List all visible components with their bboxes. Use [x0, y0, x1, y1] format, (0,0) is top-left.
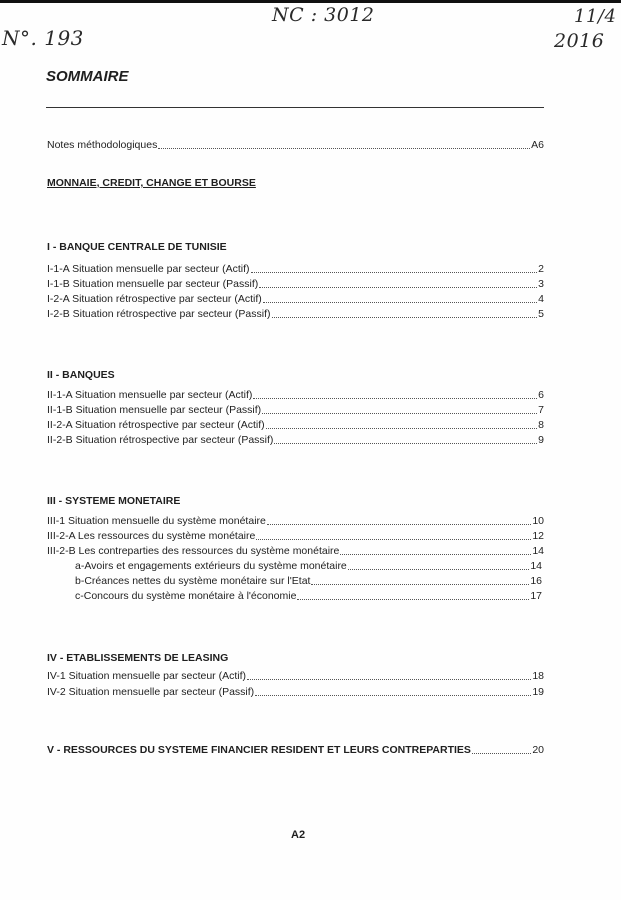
leader-dots	[251, 272, 538, 273]
scan-edge-line	[0, 0, 621, 3]
leader-dots	[472, 753, 531, 754]
leader-dots	[266, 428, 537, 429]
leader-dots	[272, 317, 538, 318]
toc-subentry[interactable]	[75, 560, 542, 572]
leader-dots	[253, 398, 537, 399]
toc-entry-label: a-Avoirs et engagements extérieurs du système monétaire	[75, 560, 347, 572]
toc-entry[interactable]	[47, 263, 544, 275]
page-number: A2	[291, 829, 306, 841]
leader-dots	[311, 584, 529, 585]
leader-dots	[262, 413, 537, 414]
section-heading: IV - ETABLISSEMENTS DE LEASING	[47, 652, 229, 664]
leader-dots	[274, 443, 537, 444]
toc-entry-page: 4	[538, 293, 544, 305]
toc-entry-page: 12	[532, 530, 544, 542]
toc-entry[interactable]	[47, 419, 544, 431]
toc-entry-label: II-2-A Situation rétrospective par secteur (Actif)	[47, 419, 265, 431]
handwritten-month: 11/4	[574, 6, 617, 27]
handwritten-reference: NC : 3012	[272, 4, 375, 26]
toc-entry-page: 2	[538, 263, 544, 275]
leader-dots	[158, 148, 530, 149]
toc-entry[interactable]	[47, 278, 544, 290]
toc-entry-label: II-2-B Situation rétrospective par secteur (Passif)	[47, 434, 274, 446]
toc-subentry[interactable]	[75, 575, 542, 587]
toc-entry-label: I-2-B Situation rétrospective par secteur (Passif)	[47, 308, 271, 320]
toc-entry-label: I-1-A Situation mensuelle par secteur (Actif)	[47, 263, 250, 275]
toc-entry[interactable]	[47, 670, 544, 682]
toc-entry[interactable]	[47, 308, 544, 320]
leader-dots	[340, 554, 531, 555]
toc-entry-label: III-2-B Les contreparties des ressources du système monétaire	[47, 545, 340, 557]
toc-entry-page: 8	[538, 419, 544, 431]
leader-dots	[348, 569, 530, 570]
main-heading: MONNAIE, CREDIT, CHANGE ET BOURSE	[47, 177, 256, 189]
leader-dots	[256, 539, 531, 540]
toc-entry[interactable]	[47, 545, 544, 557]
section-heading: II - BANQUES	[47, 369, 115, 381]
toc-entry-page: 10	[532, 515, 544, 527]
toc-entry-page: 17	[530, 590, 542, 602]
toc-entry-label: I-1-B Situation mensuelle par secteur (Passif)	[47, 278, 259, 290]
page-title: SOMMAIRE	[46, 68, 129, 85]
toc-entry[interactable]	[47, 293, 544, 305]
leader-dots	[247, 679, 531, 680]
toc-entry[interactable]	[47, 530, 544, 542]
toc-entry-section-v[interactable]	[47, 744, 544, 756]
toc-entry[interactable]	[47, 434, 544, 446]
toc-subentry[interactable]	[75, 590, 542, 602]
toc-entry[interactable]	[47, 389, 544, 401]
handwritten-year: 2016	[554, 30, 605, 52]
toc-entry-page: 18	[532, 670, 544, 682]
leader-dots	[297, 599, 529, 600]
toc-entry-label: II-1-A Situation mensuelle par secteur (Actif)	[47, 389, 253, 401]
toc-entry-label: III-1 Situation mensuelle du système monétaire	[47, 515, 266, 527]
toc-entry-page: A6	[531, 139, 544, 151]
toc-entry-label: IV-2 Situation mensuelle par secteur (Passif)	[47, 686, 255, 698]
leader-dots	[259, 287, 537, 288]
toc-entry-label: V - RESSOURCES DU SYSTEME FINANCIER RESIDENT ET LEURS CONTREPARTIES	[47, 744, 471, 756]
toc-entry-label: IV-1 Situation mensuelle par secteur (Actif)	[47, 670, 247, 682]
toc-entry-page: 6	[538, 389, 544, 401]
toc-entry-page: 3	[538, 278, 544, 290]
section-heading: I - BANQUE CENTRALE DE TUNISIE	[47, 241, 227, 253]
toc-entry-label: Notes méthodologiques	[47, 139, 158, 151]
toc-entry-label: II-1-B Situation mensuelle par secteur (Passif)	[47, 404, 262, 416]
toc-entry[interactable]	[47, 515, 544, 527]
toc-entry-page: 9	[538, 434, 544, 446]
toc-entry-page: 19	[532, 686, 544, 698]
toc-entry-label: III-2-A Les ressources du système monétaire	[47, 530, 256, 542]
toc-entry-page: 20	[532, 744, 544, 756]
toc-entry-page: 16	[530, 575, 542, 587]
toc-entry-page: 5	[538, 308, 544, 320]
toc-entry-page: 14	[530, 560, 542, 572]
toc-entry-label: b-Créances nettes du système monétaire sur l'Etat	[75, 575, 311, 587]
toc-entry[interactable]	[47, 686, 544, 698]
toc-entry-page: 7	[538, 404, 544, 416]
section-heading: III - SYSTEME MONETAIRE	[47, 495, 181, 507]
leader-dots	[255, 695, 531, 696]
leader-dots	[263, 302, 537, 303]
leader-dots	[267, 524, 531, 525]
toc-entry-notes[interactable]	[47, 139, 544, 151]
toc-entry-label: I-2-A Situation rétrospective par secteur (Actif)	[47, 293, 262, 305]
title-divider	[46, 107, 544, 108]
toc-entry-page: 14	[532, 545, 544, 557]
handwritten-number: N°. 193	[2, 26, 84, 50]
toc-entry[interactable]	[47, 404, 544, 416]
toc-entry-label: c-Concours du système monétaire à l'économie	[75, 590, 297, 602]
